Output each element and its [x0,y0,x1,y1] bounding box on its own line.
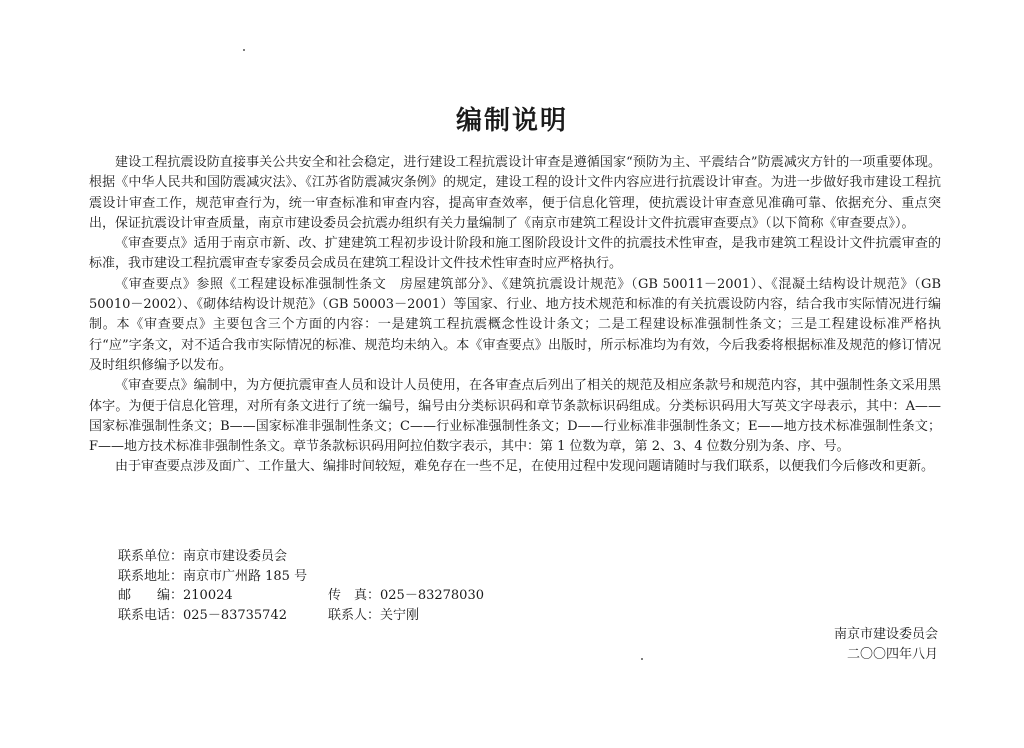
contact-row-phone-person [118,606,484,626]
body-text [89,153,941,478]
contact-phone: 联系电话：025－83735742 [118,607,287,623]
paragraph-intro: 建设工程抗震设防直接事关公共安全和社会稳定，进行建设工程抗震设计审查是遵循国家“预防为主、平震结合”防震减灾方针的一项重要体现。根据《中华人民共和国防震减灾法》、《江苏省防震减灾条例》的规定，建设工程的设计文件内容应进行抗震设计审查。为进一步做好我市建设工程抗震设计审查工作，规范审查行为，统一审查标准和审查内容，提高审查效率，便于信息化管理，使抗震设计审查意见准确可靠、依据充分、重点突出，保证抗震设计审查质量，南京市建设委员会抗震办组织有关力量编制了《南京市建筑工程设计文件抗震审查要点》（以下简称《审查要点》）。 [89,155,941,231]
scan-speck [243,49,245,51]
contact-address: 联系地址：南京市广州路 185 号 [118,568,308,584]
contact-fax: 传 真：025－83278030 [328,588,484,603]
signature-date: 二〇〇四年八月 [846,647,938,662]
contact-row-postcode-fax [118,586,484,606]
paragraph-closing: 由于审查要点涉及面广、工作量大、编排时间较短，难免存在一些不足，在使用过程中发现问题请随时与我们联系，以便我们今后修改和更新。 [115,459,935,475]
signature-block [834,625,938,665]
contact-person: 联系人：关宁刚 [328,607,420,623]
contact-row-address [118,567,484,587]
scan-speck [641,658,643,660]
contact-block [118,547,484,625]
paragraph-scope: 《审查要点》适用于南京市新、改、扩建建筑工程初步设计阶段和施工图阶段设计文件的抗震技术性审查，是我市建筑工程设计文件抗震审查的标准，我市建设工程抗震审查专家委员会成员在建筑工程设计文件技术性审查时应严格执行。 [89,236,941,272]
contact-postcode: 邮 编：210024 [118,588,233,603]
page-title: 编制说明 [455,106,568,136]
signature-org: 南京市建设委员会 [833,627,938,642]
paragraph-numbering: 《审查要点》编制中，为方便抗震审查人员和设计人员使用，在各审查点后列出了相关的规范及相应条款号和规范内容，其中强制性条文采用黑体字。为便于信息化管理，对所有条文进行了统一编号，编号由分类标识码和章节条款标识码组成。分类标识码用大写英文字母表示，其中：A——国家标准强制性条文；B——国家标准非强制性条文；C——行业标准强制性条文；D——行业标准非强制性条文；E——地方技术标准强制性条文；F——地方技术标准非强制性条文。章节条款标识码用阿拉伯数字表示，其中：第 1 位数为章，第 2、3、4 位数分别为条、序、号。 [89,378,941,455]
paragraph-references: 《审查要点》参照《工程建设标准强制性条文 房屋建筑部分》、《建筑抗震设计规范》（GB 50011－2001）、《混凝土结构设计规范》（GB 50010－2002）、《砌体结构设计规范》（GB 50003－2001）等国家、行业、地方技术规范和标准的有关抗震设防内容，结合我市实际情况进行编制。本《审查要点》主要包含三个方面的内容：一是建筑工程抗震概念性设计条文；二是工程建设标准强制性条文；三是工程建设标准严格执行“应”字条文，对不适合我市实际情况的标准、规范均未纳入。本《审查要点》出版时，所示标准均为有效，今后我委将根据标准及规范的修订情况及时组织修编予以发布。 [89,276,941,373]
contact-row-unit [118,547,484,567]
contact-unit: 联系单位：南京市建设委员会 [118,549,288,564]
